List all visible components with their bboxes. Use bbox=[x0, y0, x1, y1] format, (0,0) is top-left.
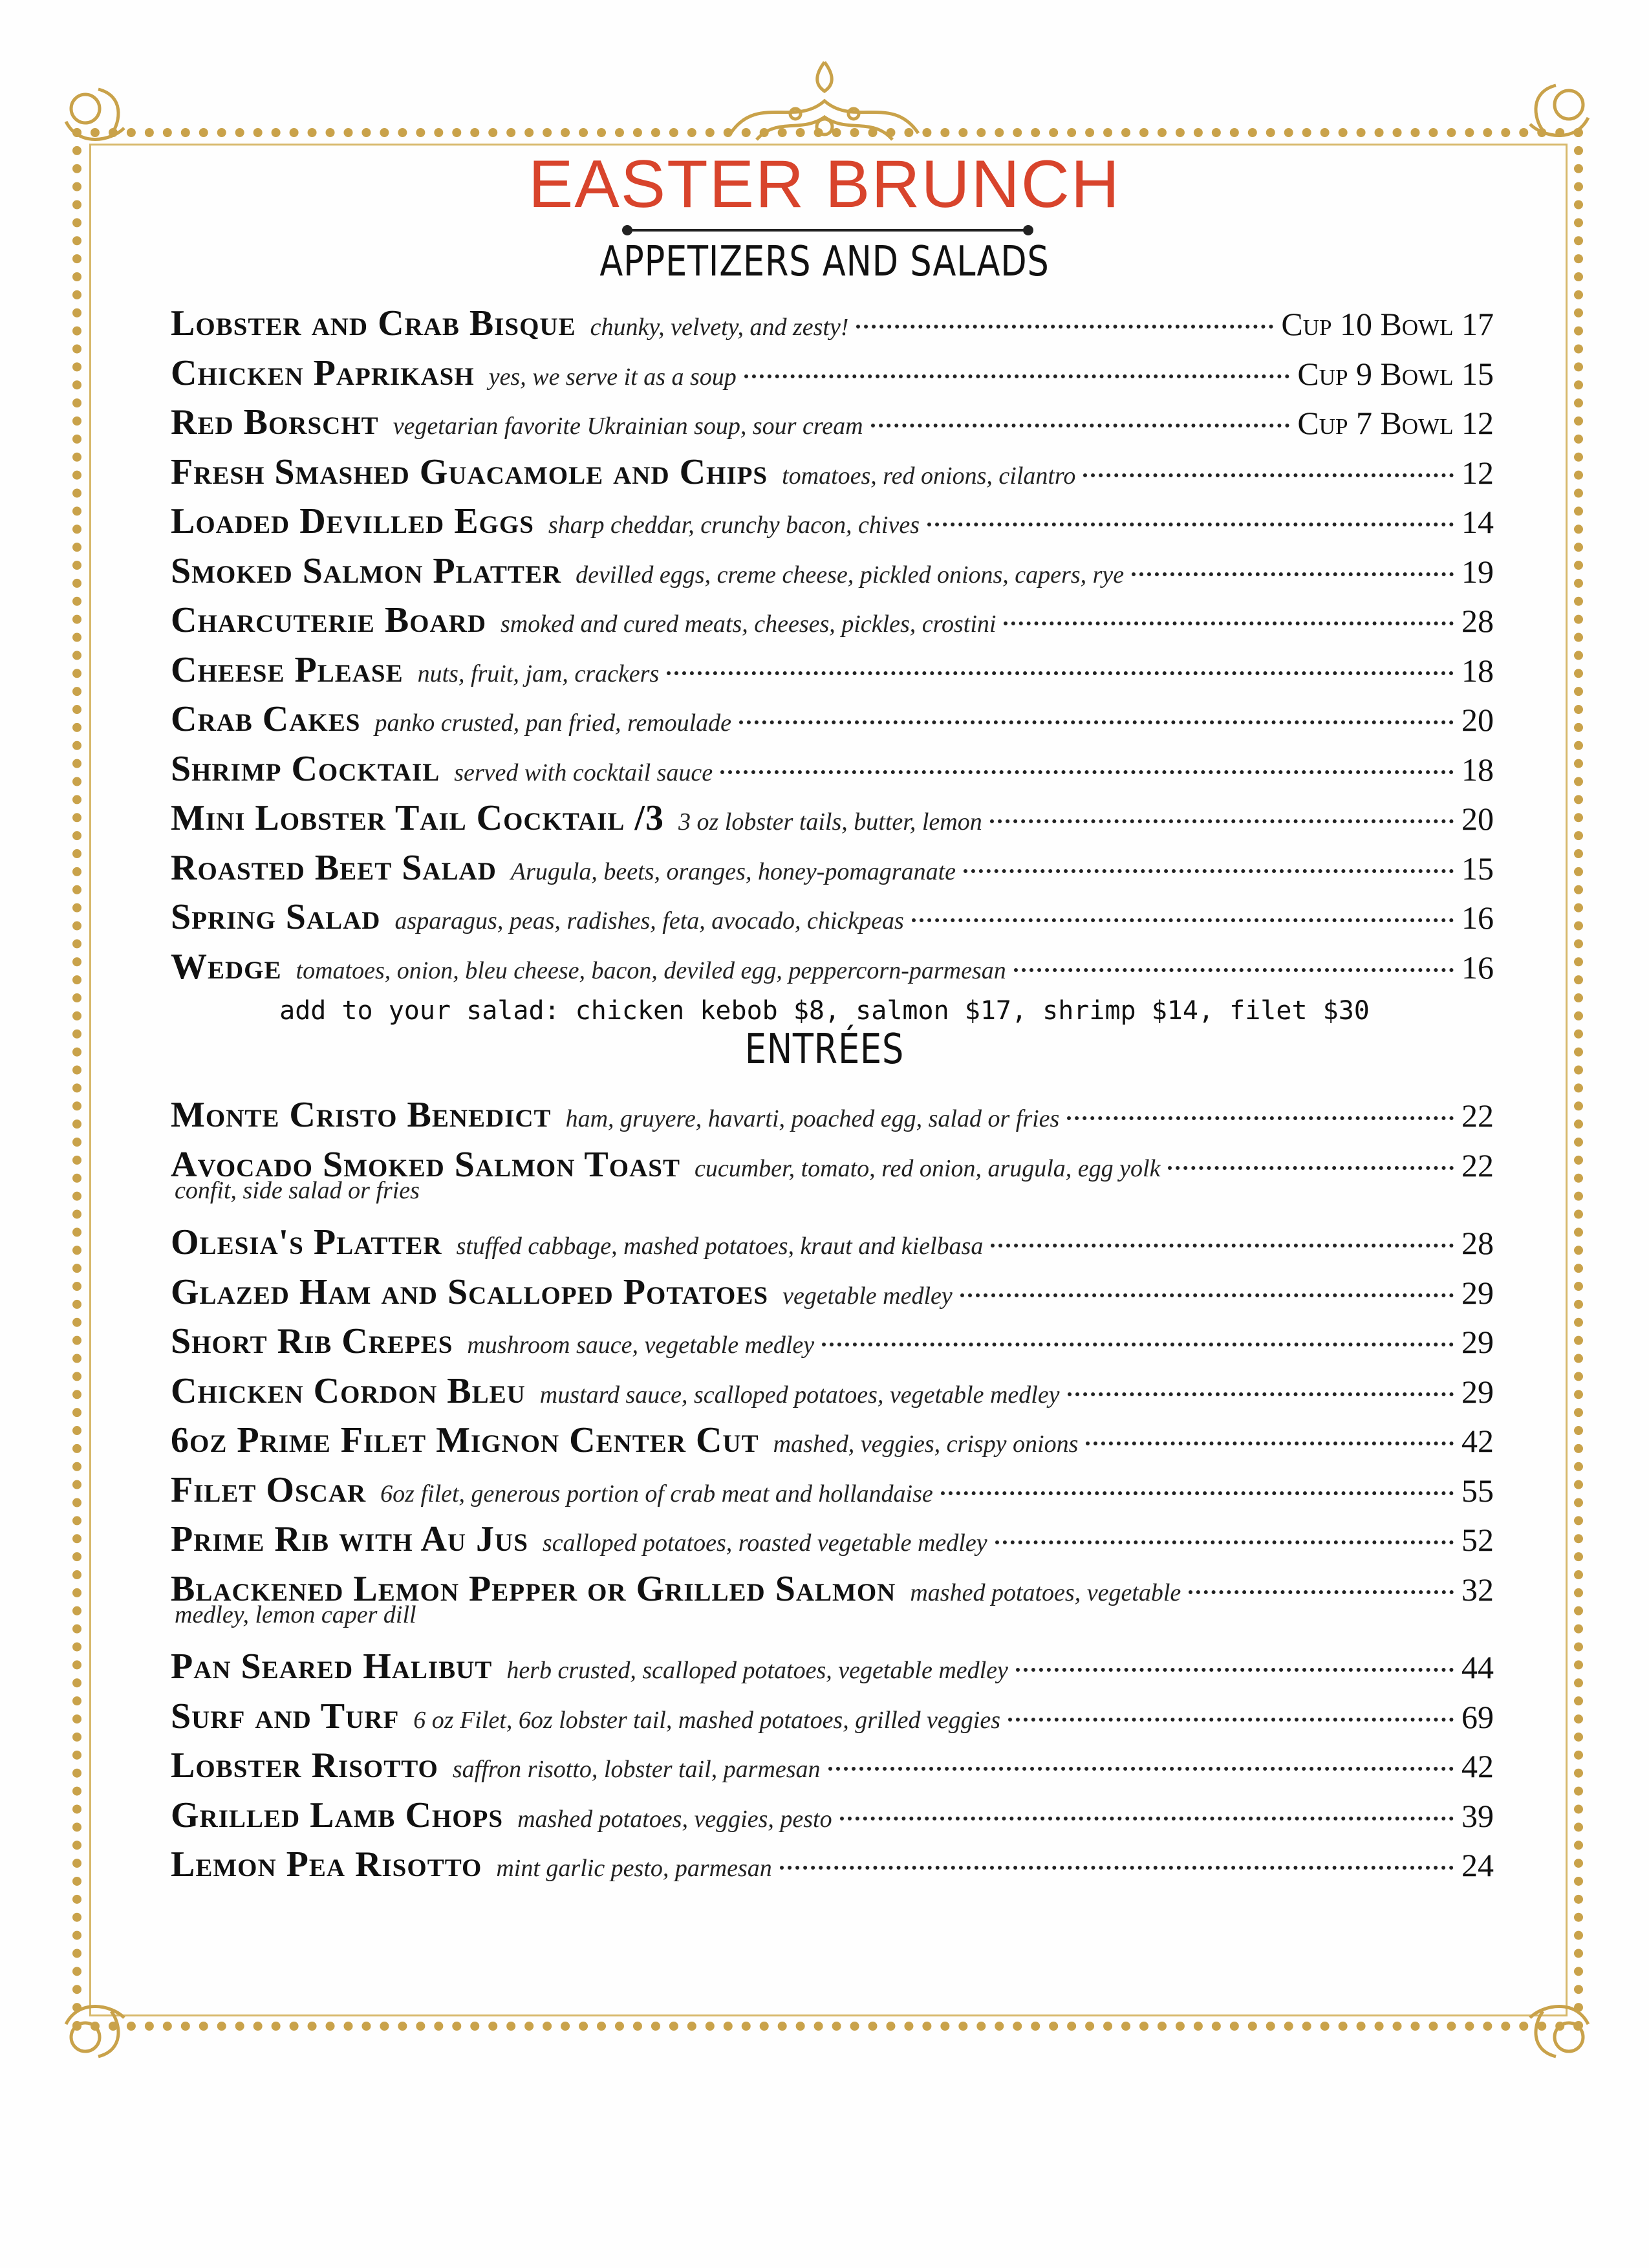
menu-item-description: smoked and cured meats, cheeses, pickles, crostini bbox=[501, 610, 997, 638]
menu-item-price: 55 bbox=[1461, 1472, 1494, 1509]
menu-item bbox=[171, 946, 1494, 988]
menu-item-description: cucumber, tomato, red onion, arugula, egg yolk bbox=[694, 1154, 1161, 1182]
corner-ornament-bottom-right bbox=[1524, 1992, 1595, 2063]
menu-item-price: 20 bbox=[1461, 801, 1494, 837]
dot-leader bbox=[1008, 1718, 1454, 1722]
menu-item-price: 52 bbox=[1461, 1522, 1494, 1558]
menu-item-description: chunky, velvety, and zesty! bbox=[590, 314, 849, 341]
menu-item-price: 14 bbox=[1461, 504, 1494, 540]
menu-item-description: ham, gruyere, havarti, poached egg, salad or fries bbox=[565, 1105, 1060, 1132]
menu-item-description: tomatoes, onion, bleu cheese, bacon, deviled egg, peppercorn-parmesan bbox=[296, 956, 1006, 984]
menu-item-description: saffron risotto, lobster tail, parmesan bbox=[452, 1756, 821, 1783]
menu-item-price: 42 bbox=[1461, 1423, 1494, 1459]
dot-leader bbox=[871, 424, 1290, 427]
dot-leader bbox=[1004, 621, 1454, 625]
menu-title: EASTER BRUNCH bbox=[528, 147, 1121, 222]
menu-item-name: 6oz Prime Filet Mignon Center Cut bbox=[171, 1420, 759, 1460]
menu-item bbox=[171, 797, 1494, 839]
dot-leader bbox=[720, 770, 1454, 774]
menu-item-name: Roasted Beet Salad bbox=[171, 847, 497, 888]
menu-item-price: 29 bbox=[1461, 1274, 1494, 1311]
menu-item-price: 19 bbox=[1461, 553, 1494, 590]
menu-item-description: asparagus, peas, radishes, feta, avocado, chickpeas bbox=[394, 907, 904, 934]
menu-item-name: Blackened Lemon Pepper or Grilled Salmon bbox=[171, 1568, 896, 1609]
menu-item-name: Olesia's Platter bbox=[171, 1222, 442, 1262]
menu-item bbox=[171, 451, 1494, 493]
menu-item-name: Filet Oscar bbox=[171, 1469, 367, 1510]
menu-item-description-continued: confit, side salad or fries bbox=[175, 1177, 420, 1204]
dot-leader bbox=[960, 1293, 1454, 1297]
menu-item bbox=[171, 1271, 1494, 1313]
dot-leader bbox=[1068, 1392, 1454, 1396]
menu-item-price: 69 bbox=[1461, 1698, 1494, 1735]
menu-item-description: 6oz filet, generous portion of crab meat and hollandaise bbox=[380, 1480, 933, 1507]
menu-item-price: Cup 10 Bowl 17 bbox=[1281, 306, 1494, 342]
menu-item bbox=[171, 1370, 1494, 1412]
menu-item-description: mashed potatoes, vegetable bbox=[910, 1579, 1181, 1606]
menu-item-description: devilled eggs, creme cheese, pickled onions, capers, rye bbox=[576, 561, 1125, 589]
menu-item bbox=[171, 748, 1494, 790]
menu-item bbox=[171, 1222, 1494, 1263]
menu-item-price: Cup 7 Bowl 12 bbox=[1297, 405, 1494, 441]
menu-item bbox=[171, 1420, 1494, 1461]
dot-leader bbox=[822, 1343, 1454, 1346]
menu-item-name: Crab Cakes bbox=[171, 699, 361, 739]
menu-item-name: Charcuterie Board bbox=[171, 600, 486, 640]
menu-item-name: Chicken Paprikash bbox=[171, 352, 475, 393]
dot-leader bbox=[856, 325, 1273, 329]
menu-item-description: vegetarian favorite Ukrainian soup, sour cream bbox=[393, 413, 863, 440]
menu-item-price: 42 bbox=[1461, 1748, 1494, 1784]
menu-item-price: 20 bbox=[1461, 702, 1494, 738]
dot-leader bbox=[1014, 968, 1454, 972]
menu-item-description: mint garlic pesto, parmesan bbox=[496, 1855, 772, 1882]
dot-leader bbox=[1086, 1442, 1454, 1445]
dot-leader bbox=[941, 1491, 1454, 1495]
menu-item-name: Mini Lobster Tail Cocktail /3 bbox=[171, 798, 664, 838]
menu-item-name: Wedge bbox=[171, 946, 282, 987]
dot-leader bbox=[780, 1866, 1454, 1870]
corner-ornament-bottom-left bbox=[59, 1992, 131, 2063]
menu-item-description: herb crusted, scalloped potatoes, vegetable medley bbox=[506, 1657, 1008, 1684]
menu-item-price: 18 bbox=[1461, 751, 1494, 788]
menu-item bbox=[171, 1094, 1494, 1136]
menu-item-price: 32 bbox=[1461, 1571, 1494, 1608]
menu-item-name: Smoked Salmon Platter bbox=[171, 550, 562, 591]
menu-item-name: Lobster and Crab Bisque bbox=[171, 303, 576, 343]
menu-item-description: panko crusted, pan fried, remoulade bbox=[374, 709, 732, 737]
menu-item-name: Fresh Smashed Guacamole and Chips bbox=[171, 451, 768, 492]
menu-item-description: mustard sauce, scalloped potatoes, vegetable medley bbox=[539, 1381, 1060, 1409]
menu-item-price: 16 bbox=[1461, 949, 1494, 986]
menu-item-description: mashed potatoes, veggies, pesto bbox=[517, 1805, 832, 1833]
corner-ornament-top-right bbox=[1524, 79, 1595, 150]
top-flourish-ornament bbox=[718, 56, 931, 153]
menu-item-description: mushroom sauce, vegetable medley bbox=[467, 1332, 815, 1359]
menu-item-price: 18 bbox=[1461, 652, 1494, 689]
menu-item-price: 28 bbox=[1461, 1225, 1494, 1261]
menu-item-name: Lemon Pea Risotto bbox=[171, 1844, 482, 1885]
menu-item bbox=[171, 1795, 1494, 1836]
dot-leader bbox=[667, 671, 1454, 675]
dot-leader bbox=[991, 1244, 1454, 1247]
menu-item bbox=[171, 1696, 1494, 1737]
menu-item-price: 15 bbox=[1461, 850, 1494, 887]
menu-item-price: 16 bbox=[1461, 900, 1494, 936]
menu-item-description: sharp cheddar, crunchy bacon, chives bbox=[548, 512, 920, 539]
section-heading-appetizers: APPETIZERS AND SALADS bbox=[599, 238, 1050, 286]
menu-item-name: Avocado Smoked Salmon Toast bbox=[171, 1144, 680, 1185]
dot-leader bbox=[1168, 1166, 1454, 1170]
section-heading-entrees: ENTRÉES bbox=[744, 1026, 905, 1074]
menu-item bbox=[171, 847, 1494, 889]
menu-item bbox=[171, 402, 1494, 443]
menu-item-description: 3 oz lobster tails, butter, lemon bbox=[678, 808, 982, 836]
menu-item-name: Chicken Cordon Bleu bbox=[171, 1370, 526, 1411]
corner-ornament-top-left bbox=[59, 83, 131, 154]
menu-item-price: Cup 9 Bowl 15 bbox=[1297, 355, 1494, 392]
menu-item-description: vegetable medley bbox=[782, 1282, 953, 1310]
menu-item-name: Cheese Please bbox=[171, 649, 404, 690]
menu-item-description: stuffed cabbage, mashed potatoes, kraut and kielbasa bbox=[456, 1233, 984, 1260]
menu-item-price: 28 bbox=[1461, 603, 1494, 639]
dot-leader bbox=[964, 869, 1454, 873]
menu-item-description: tomatoes, red onions, cilantro bbox=[782, 462, 1076, 490]
menu-item-description: served with cocktail sauce bbox=[454, 759, 713, 786]
menu-item-description: nuts, fruit, jam, crackers bbox=[417, 660, 660, 687]
title-divider bbox=[627, 229, 1028, 232]
dot-leader bbox=[927, 523, 1454, 526]
menu-item bbox=[171, 1518, 1494, 1560]
menu-item-price: 22 bbox=[1461, 1147, 1494, 1183]
menu-item-name: Loaded Devilled Eggs bbox=[171, 501, 534, 541]
menu-item bbox=[171, 599, 1494, 641]
menu-item bbox=[171, 1646, 1494, 1687]
menu-item-name: Lobster Risotto bbox=[171, 1745, 438, 1786]
menu-item-price: 39 bbox=[1461, 1797, 1494, 1834]
dot-leader bbox=[1016, 1668, 1454, 1672]
menu-item-name: Prime Rib with Au Jus bbox=[171, 1519, 528, 1559]
menu-item bbox=[171, 352, 1494, 394]
menu-item-name: Monte Cristo Benedict bbox=[171, 1095, 552, 1135]
menu-item bbox=[171, 550, 1494, 592]
menu-item-price: 22 bbox=[1461, 1097, 1494, 1134]
menu-item-name: Grilled Lamb Chops bbox=[171, 1795, 504, 1835]
menu-item-name: Red Borscht bbox=[171, 402, 379, 442]
dot-leader bbox=[912, 918, 1454, 922]
menu-item bbox=[171, 1844, 1494, 1885]
menu-item-price: 12 bbox=[1461, 454, 1494, 491]
menu-item-name: Surf and Turf bbox=[171, 1696, 400, 1736]
menu-item-description: yes, we serve it as a soup bbox=[488, 363, 737, 391]
menu-item bbox=[171, 649, 1494, 691]
menu-item-name: Pan Seared Halibut bbox=[171, 1647, 493, 1687]
menu-item bbox=[171, 698, 1494, 740]
dot-leader bbox=[1067, 1116, 1454, 1120]
salad-addons-note: add to your salad: chicken kebob $8, salmon $17, shrimp $14, filet $30 bbox=[279, 996, 1370, 1026]
dot-leader bbox=[840, 1817, 1454, 1820]
dot-leader bbox=[828, 1767, 1454, 1771]
menu-item-description-continued: medley, lemon caper dill bbox=[175, 1601, 416, 1628]
menu-item-description: scalloped potatoes, roasted vegetable medley bbox=[542, 1529, 987, 1557]
menu-item bbox=[171, 896, 1494, 938]
menu-item-price: 44 bbox=[1461, 1649, 1494, 1685]
menu-item-name: Glazed Ham and Scalloped Potatoes bbox=[171, 1271, 769, 1312]
menu-item bbox=[171, 1469, 1494, 1511]
menu-item-description: Arugula, beets, oranges, honey-pomagranate bbox=[510, 858, 956, 885]
dot-leader bbox=[1189, 1590, 1454, 1594]
menu-item bbox=[171, 501, 1494, 542]
dot-leader bbox=[739, 720, 1454, 724]
menu-item bbox=[171, 1745, 1494, 1786]
menu-item-name: Short Rib Crepes bbox=[171, 1321, 453, 1361]
menu-item-name: Shrimp Cocktail bbox=[171, 748, 440, 789]
menu-item bbox=[171, 303, 1494, 344]
menu-item-price: 29 bbox=[1461, 1324, 1494, 1360]
dot-leader bbox=[744, 374, 1290, 378]
dot-leader bbox=[995, 1540, 1454, 1544]
dot-leader bbox=[1132, 572, 1454, 576]
menu-item-price: 29 bbox=[1461, 1373, 1494, 1410]
menu-item-description: mashed, veggies, crispy onions bbox=[773, 1431, 1079, 1458]
dot-leader bbox=[1083, 473, 1454, 477]
menu-item-name: Spring Salad bbox=[171, 897, 381, 937]
menu-item bbox=[171, 1321, 1494, 1362]
menu-item-price: 24 bbox=[1461, 1847, 1494, 1883]
menu-item-description: 6 oz Filet, 6oz lobster tail, mashed potatoes, grilled veggies bbox=[413, 1706, 1000, 1734]
dot-leader bbox=[990, 819, 1454, 823]
